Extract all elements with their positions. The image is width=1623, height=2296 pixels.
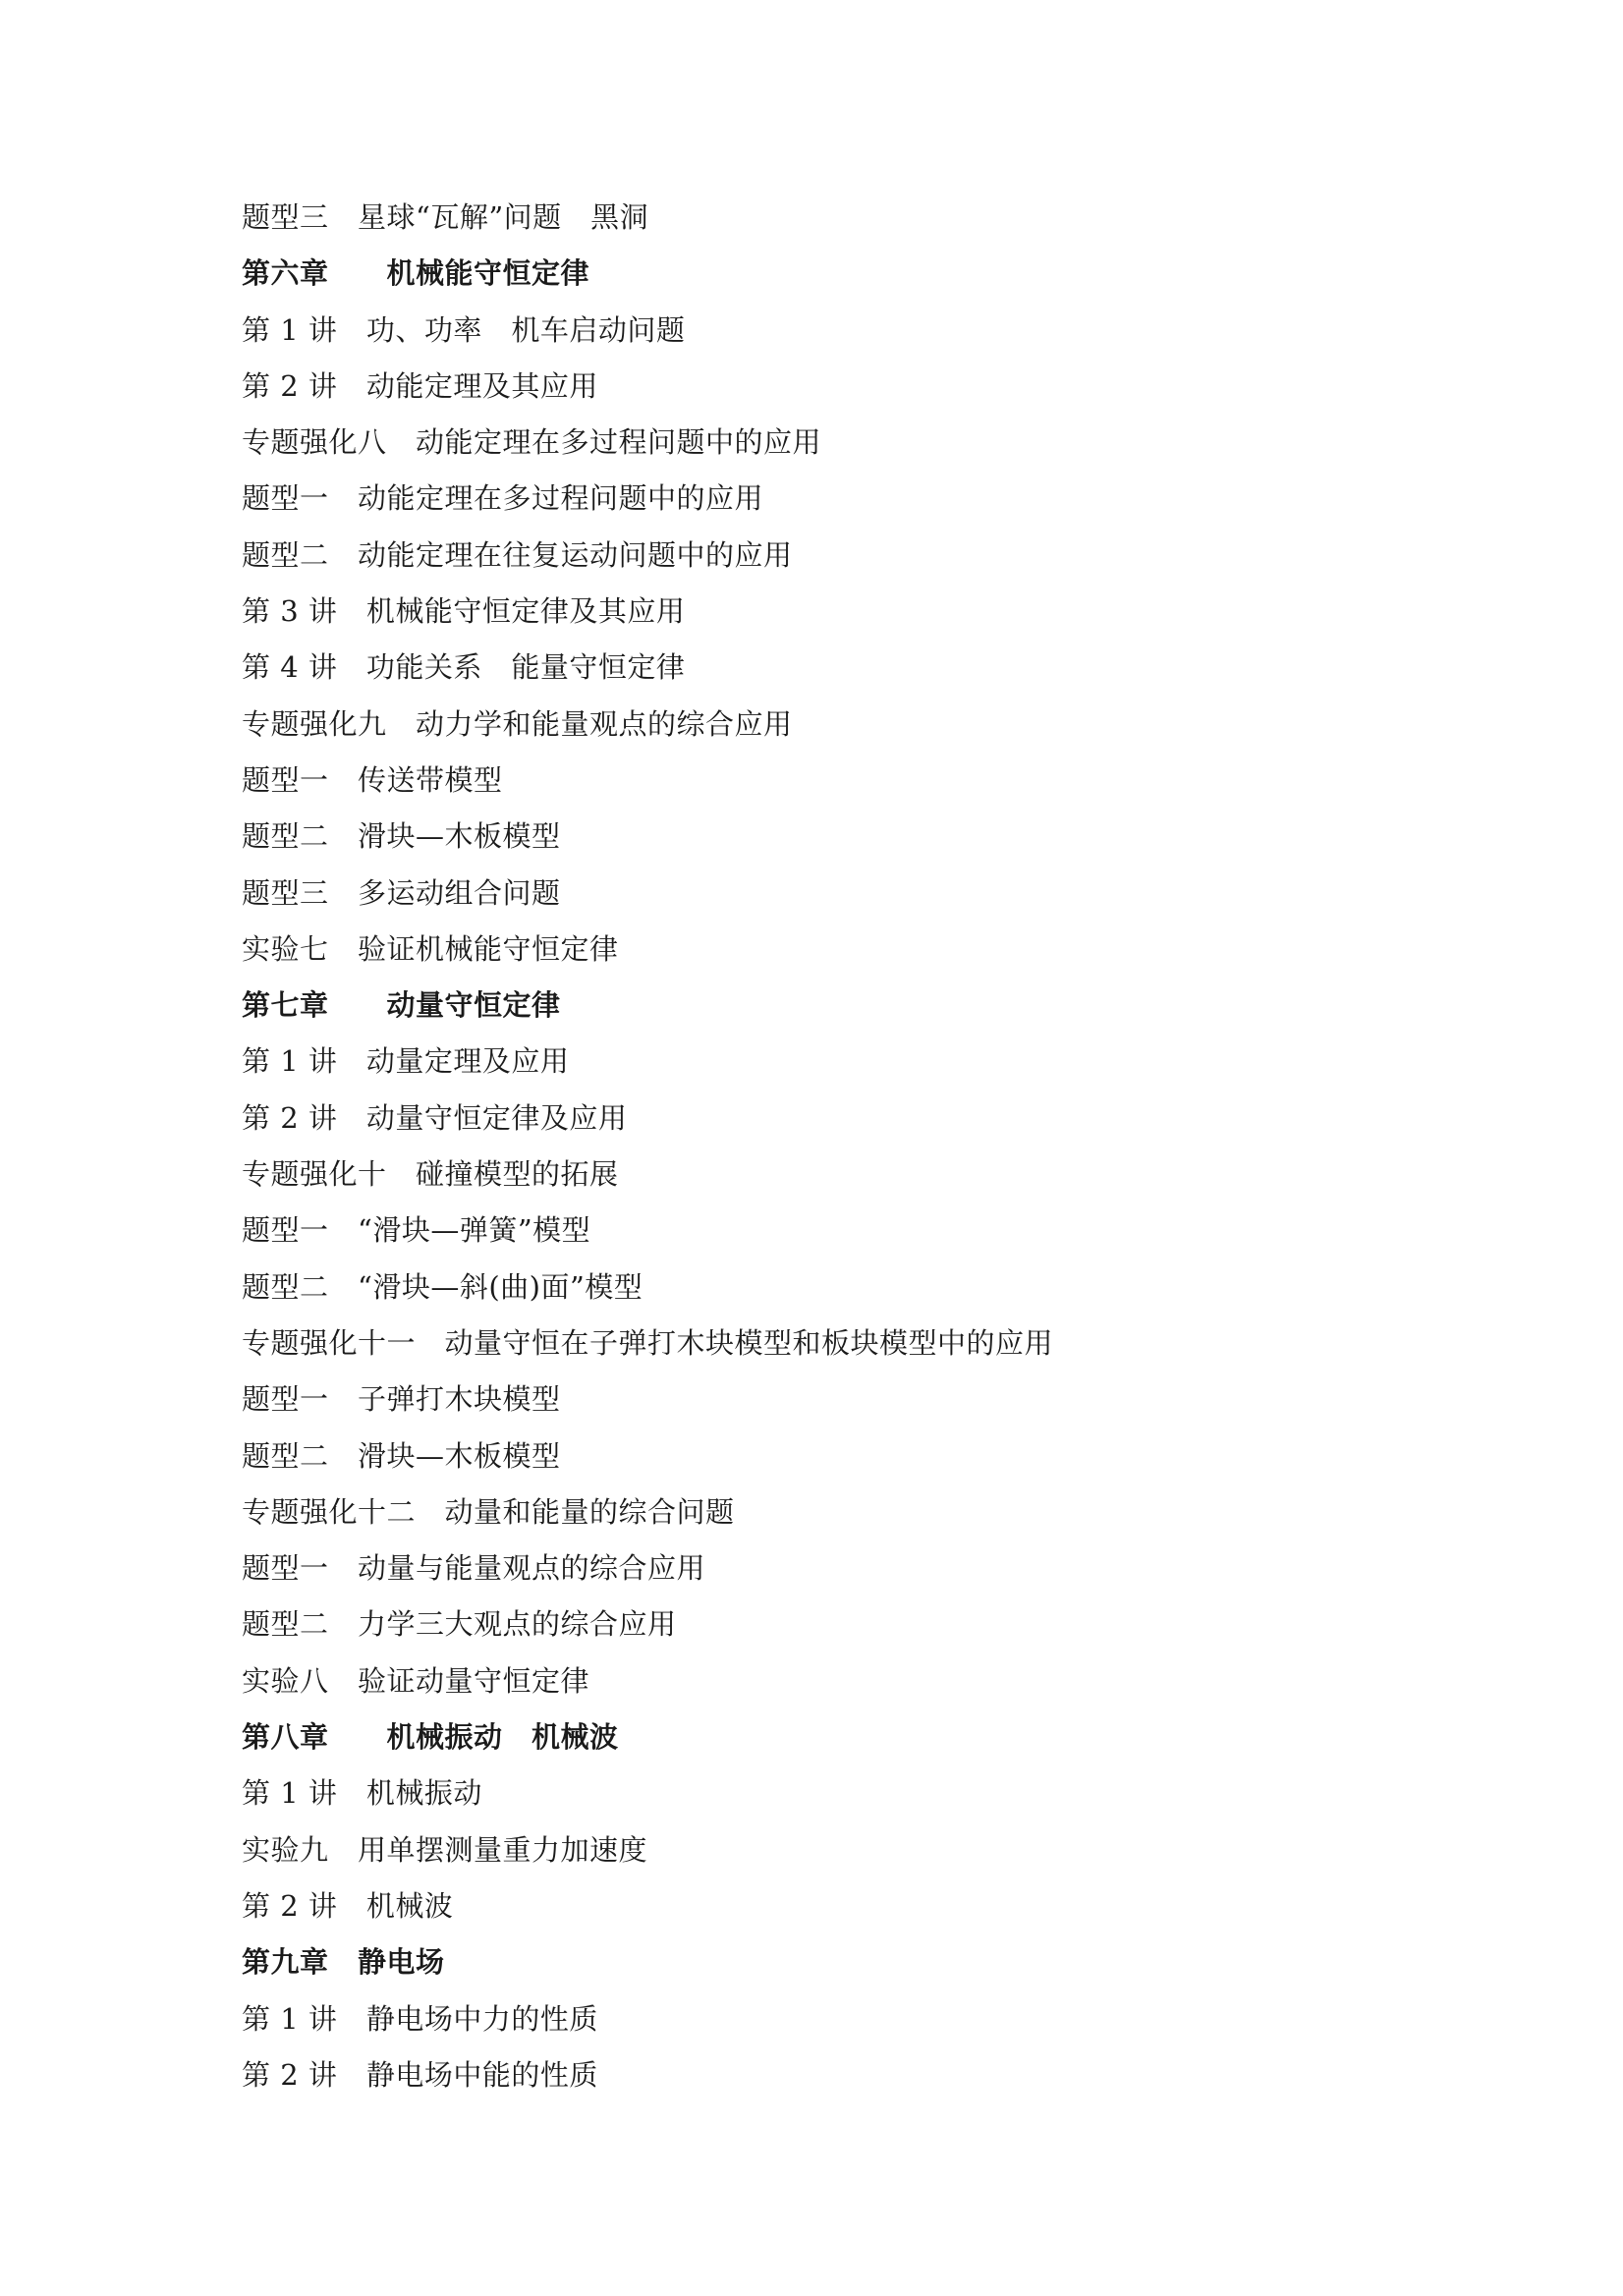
toc-entry: 第 1 讲 功、功率 机车启动问题 (242, 312, 686, 347)
toc-entry: 专题强化九 动力学和能量观点的综合应用 (242, 706, 793, 741)
toc-entry: 第 2 讲 动能定理及其应用 (242, 368, 598, 403)
toc-entry: 题型一 动能定理在多过程问题中的应用 (242, 481, 764, 516)
toc-entry: 第 2 讲 机械波 (242, 1888, 454, 1923)
toc-chapter-heading: 第六章 机械能守恒定律 (242, 256, 590, 291)
toc-entry: 第 2 讲 动量守恒定律及应用 (242, 1100, 628, 1135)
toc-entry: 第 1 讲 机械振动 (242, 1776, 482, 1811)
table-of-contents (242, 190, 1421, 2103)
toc-entry: 专题强化八 动能定理在多过程问题中的应用 (242, 425, 822, 460)
toc-entry: 题型一 “滑块—弹簧”模型 (242, 1213, 591, 1248)
toc-entry: 题型二 “滑块—斜(曲)面”模型 (242, 1269, 644, 1304)
toc-entry: 第 2 讲 静电场中能的性质 (242, 2057, 598, 2092)
toc-entry: 题型一 子弹打木块模型 (242, 1382, 561, 1417)
toc-entry: 题型三 星球“瓦解”问题 黑洞 (242, 200, 649, 234)
toc-entry: 第 1 讲 动量定理及应用 (242, 1044, 570, 1079)
toc-entry: 实验九 用单摆测量重力加速度 (242, 1832, 648, 1867)
toc-entry: 实验七 验证机械能守恒定律 (242, 931, 619, 966)
toc-entry: 题型三 多运动组合问题 (242, 875, 561, 910)
toc-entry: 专题强化十 碰撞模型的拓展 (242, 1157, 619, 1192)
toc-chapter-heading: 第九章 静电场 (242, 1945, 445, 1980)
toc-chapter-heading: 第七章 动量守恒定律 (242, 988, 561, 1023)
toc-entry: 专题强化十一 动量守恒在子弹打木块模型和板块模型中的应用 (242, 1325, 1054, 1360)
toc-entry: 题型二 滑块—木板模型 (242, 1438, 561, 1473)
toc-entry: 第 1 讲 静电场中力的性质 (242, 2001, 598, 2036)
toc-entry: 实验八 验证动量守恒定律 (242, 1663, 590, 1698)
toc-entry: 第 4 讲 功能关系 能量守恒定律 (242, 650, 686, 685)
toc-entry: 题型一 动量与能量观点的综合应用 (242, 1551, 706, 1586)
toc-entry: 专题强化十二 动量和能量的综合问题 (242, 1494, 735, 1529)
toc-entry: 题型二 动能定理在往复运动问题中的应用 (242, 537, 793, 572)
toc-entry: 题型二 力学三大观点的综合应用 (242, 1607, 677, 1642)
toc-entry: 题型二 滑块—木板模型 (242, 819, 561, 854)
toc-entry: 题型一 传送带模型 (242, 762, 503, 797)
toc-chapter-heading: 第八章 机械振动 机械波 (242, 1720, 619, 1755)
toc-entry: 第 3 讲 机械能守恒定律及其应用 (242, 594, 686, 629)
